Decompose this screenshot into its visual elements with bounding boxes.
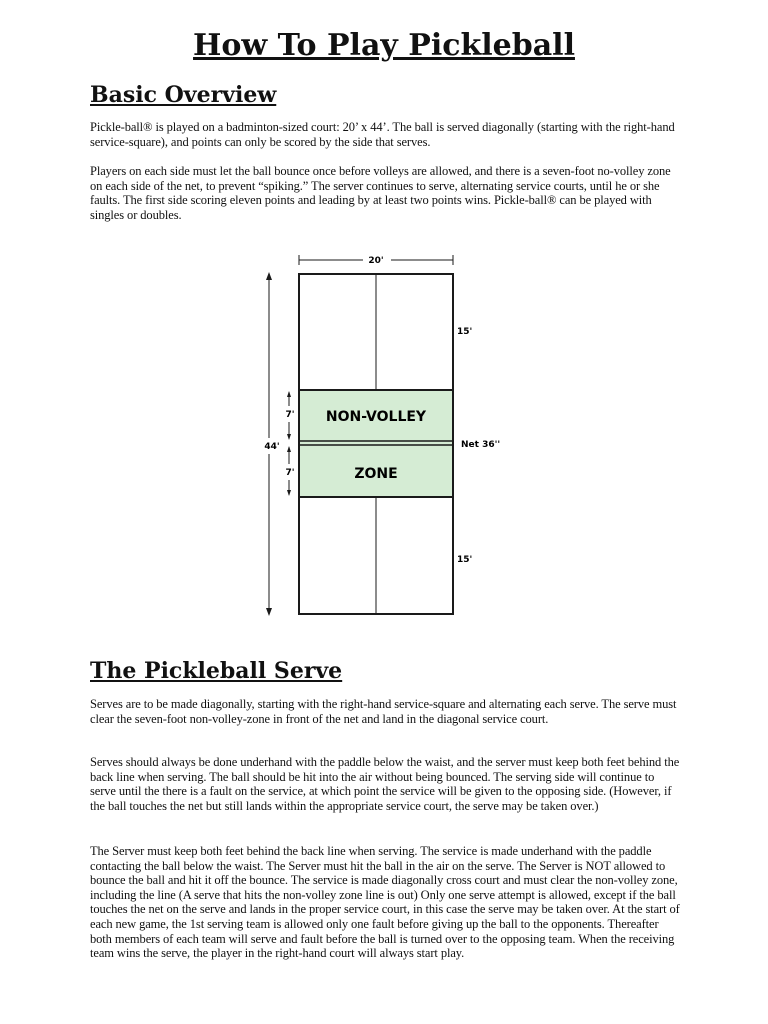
- serve-paragraph-3: The Server must keep both feet behind the back line when serving. The service is made underhand with the paddle contacting the ball below the waist. The Server must hit the ball in the air on the serve. The Server is NOT allowed to bounce the ball and hit it off the bounce. The service is made diagonally cross court and must clear the non-volley zone, including the line (A serve that hits the non-volley zone line is out) Only one serve attempt is allowed, except if the ball touches the net on the serve and lands in the proper service court, in this case the serve may be taken over. At the start of each new game, the 1st serving team is allowed only one fault before giving up the ball to the opponents. Thereafter both members of each team will serve and fault before the ball is turned over to the opposing team. When the receiving team wins the serve, the player in the right-hand court will always start play.: [90, 844, 680, 961]
- zone-text-zone: ZONE: [354, 466, 398, 482]
- serve-paragraph-1: Serves are to be made diagonally, starting with the right-hand service-square and alternating each serve. The serve must clear the seven-foot non-volley-zone in front of the net and land in the diagonal service court.: [90, 697, 677, 726]
- court-diagram: [255, 250, 525, 625]
- nvz-bottom-label: 7': [285, 468, 295, 478]
- overview-paragraph-2: Players on each side must let the ball bounce once before volleys are allowed, and there is a seven-foot no-volley zone on each side of the net, to prevent “spiking.” The server continues to serve, alternating service courts, until he or she faults. The first side scoring eleven points and leading by at least two points wins. Pickle-ball® can be played with singles or doubles.: [90, 164, 671, 222]
- serve-paragraph-2: Serves should always be done underhand with the paddle below the waist, and the server must keep both feet behind the back line when serving. The ball should be hit into the air without being bounced. The serving side will continue to serve until the there is a fault on the service, at which point the service will be given to the opposing side. (However, if the ball touches the net but still lands within the appropriate service court, the serve may be taken over.): [90, 755, 680, 813]
- top-service-label: 15': [457, 327, 473, 337]
- section-heading-basic-overview: Basic Overview: [90, 82, 277, 108]
- section-heading-pickleball-serve: The Pickleball Serve: [90, 658, 343, 684]
- bottom-service-label: 15': [457, 555, 473, 565]
- page-title: How To Play Pickleball: [193, 28, 575, 63]
- overview-paragraph-1: Pickle-ball® is played on a badminton-sized court: 20’ x 44’. The ball is served diagonally (starting with the right-hand service-square), and points can only be scored by the side that serves.: [90, 120, 675, 149]
- net-label: Net 36'': [461, 440, 501, 450]
- length-label: 44': [264, 442, 280, 452]
- nvz-top-label: 7': [285, 410, 295, 420]
- zone-text-non-volley: NON-VOLLEY: [325, 409, 427, 425]
- width-label: 20': [368, 256, 384, 266]
